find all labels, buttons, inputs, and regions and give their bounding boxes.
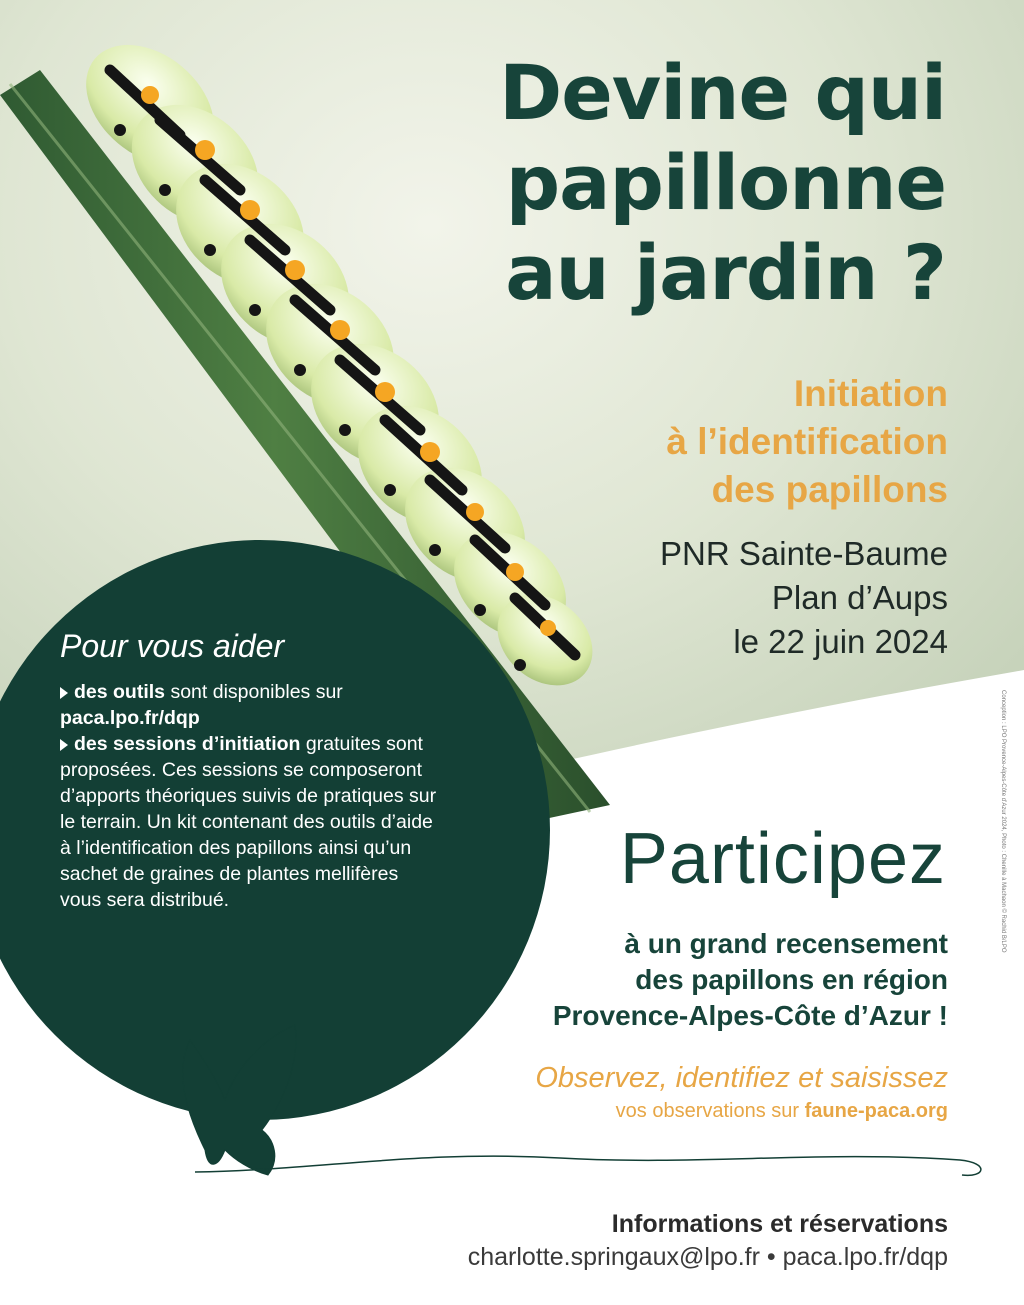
saisie-text: vos observations sur [615,1100,805,1122]
recensement-line-1: à un grand recensement [624,928,948,959]
help-item-tools-text: sont disponibles sur [165,681,343,703]
help-title: Pour vous aider [60,628,285,664]
event-details [660,532,948,664]
contact-separator: • [759,1243,783,1271]
help-item-sessions-bold: des sessions d’initiation [74,733,301,755]
recensement-line-2: des papillons en région [635,964,948,995]
photo-credit [998,690,1008,1020]
help-item-tools [60,679,440,731]
title-line-3: au jardin ? [505,228,946,317]
recensement-text [553,926,948,1034]
event-place-1: PNR Sainte-Baume [660,535,948,572]
contact-email[interactable]: charlotte.springaux@lpo.fr [467,1243,760,1271]
contact-site[interactable]: paca.lpo.fr/dqp [782,1243,948,1271]
title-line-2: papillonne [505,138,946,227]
subtitle [666,370,948,514]
subtitle-line-2: à l’identification [666,421,948,462]
help-item-tools-bold: des outils [74,681,166,703]
bullet-icon [60,687,68,699]
help-item-sessions-text: gratuites sont proposées. Ces sessions se composeront d’apports théoriques suivis de pratiques sur le terrain. Un kit contenant des outils d’aide à l’identification des papillons ainsi qu’un sachet de graines de plantes mellifères vous sera distribué. [60,733,437,911]
subtitle-line-3: des papillons [711,469,948,510]
main-title [499,48,946,318]
photo-credit-text: Conception : LPO Provence-Alpes-Côte d’Azur 2024, Photo : Chenille à Machaon © Rachid B/LPO [1000,690,1006,953]
help-section [60,628,440,913]
call-to-action: Observez, identifiez et saisissez [535,1062,948,1094]
event-place-2: Plan d’Aups [771,579,948,616]
faune-link[interactable]: faune-paca.org [804,1100,948,1122]
recensement-line-3: Provence-Alpes-Côte d’Azur ! [552,1000,948,1031]
bullet-icon [60,739,68,751]
participez-heading: Participez [619,819,946,899]
info-title: Informations et réservations [611,1210,948,1238]
help-item-tools-link[interactable]: paca.lpo.fr/dqp [60,707,200,729]
title-line-1: Devine qui [499,48,946,137]
contact-line [468,1243,948,1272]
subtitle-line-1: Initiation [793,373,948,414]
help-item-sessions [60,731,440,913]
event-date: le 22 juin 2024 [733,623,948,660]
saisie-line [616,1100,948,1123]
